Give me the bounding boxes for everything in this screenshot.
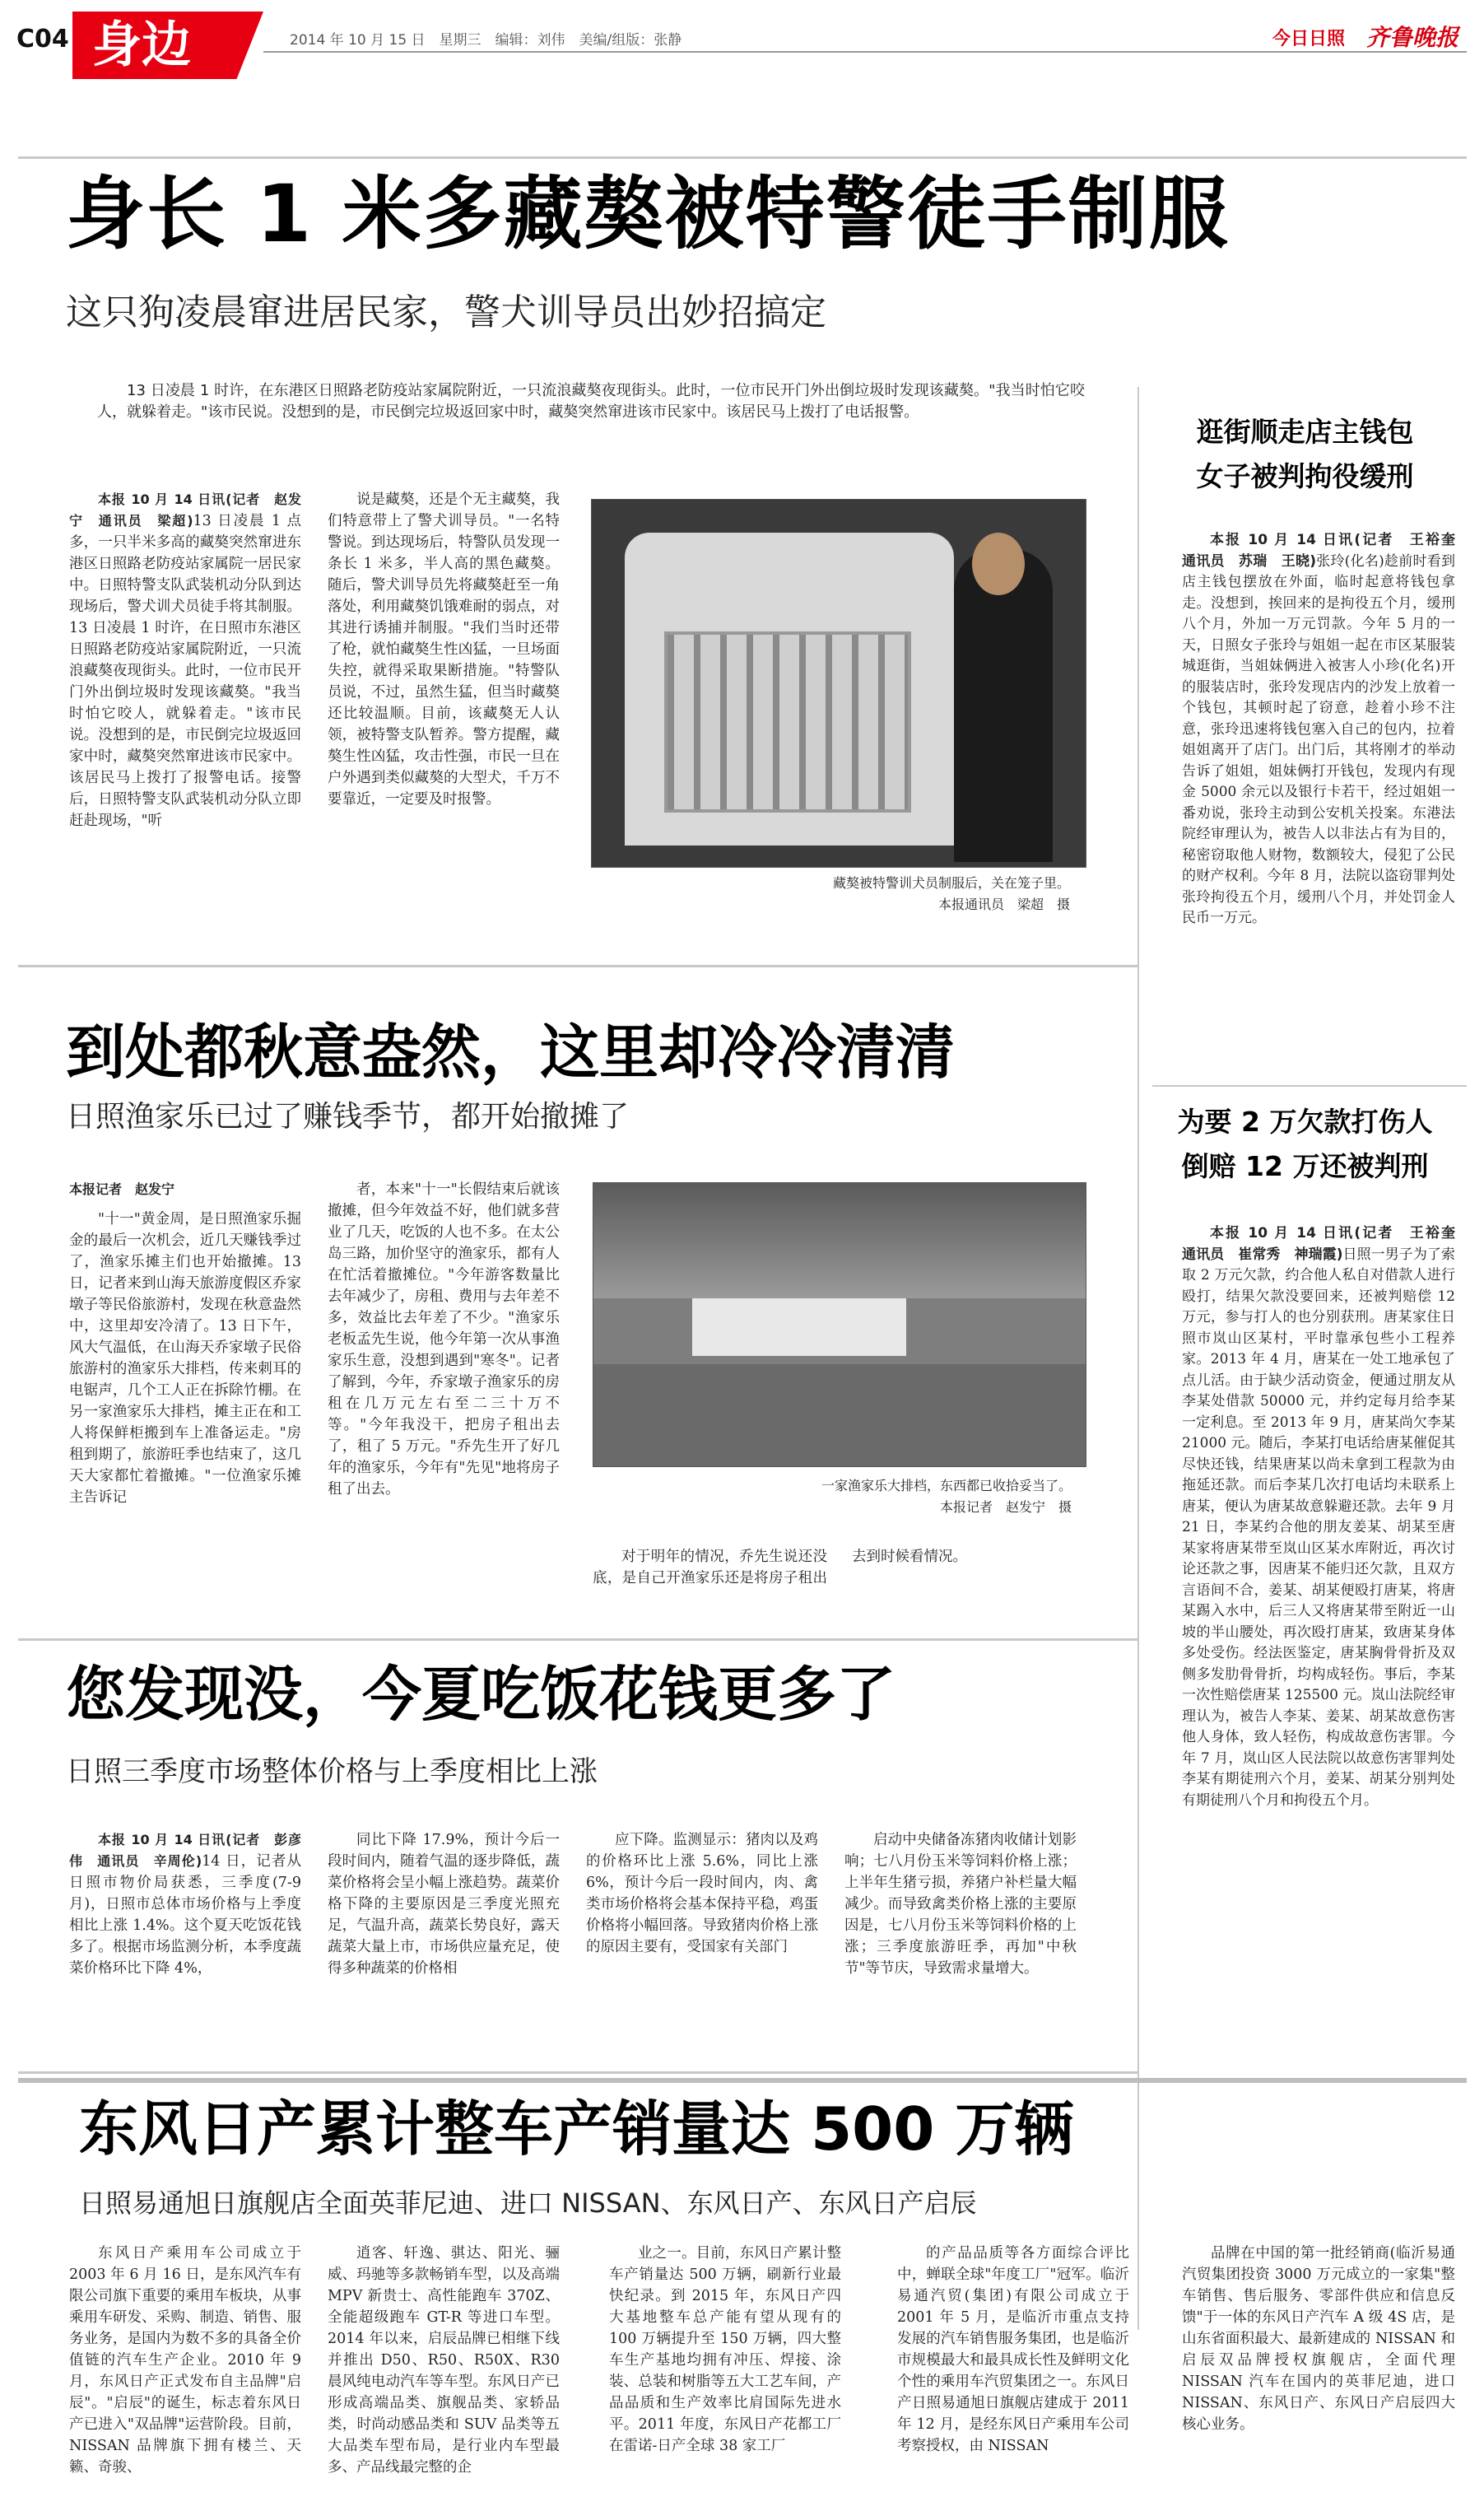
article2-photo-credit: 本报记者 赵发宁 摄 (939, 1499, 1072, 1515)
article2-byline: 本报记者 赵发宁 (69, 1181, 175, 1197)
article1-photo-tibetan-mastiff-cage (591, 499, 1086, 868)
article2-photo-caption (593, 1475, 1072, 1518)
page-number: C04 (16, 25, 69, 54)
article4-column-3 (609, 2243, 841, 2498)
article4-column-1 (69, 2243, 301, 2498)
article2-col3-text: 对于明年的情况，乔先生说还没底，是自己开渔家乐还是将房子租出去到时候看情况。 (593, 1549, 967, 1586)
article2-col1-text: "十一"黄金周，是日照渔家乐掘金的最后一次机会，近几天赚钱季过了，渔家乐摊主们也开始撤摊。13 日，记者来到山海天旅游度假区乔家墩子等民俗旅游村，发现在秋意盎然中，这里却安冷清了。13 日下午，风大气温低，在山海天乔家墩子民俗旅游村的渔家乐大排档，传来刺耳的电锯声，几个工人正在拆除竹棚。在另一家渔家乐大排档，摊主正在和工人将保鲜柜搬到车上准备运走。"房租到期了，旅游旺季也结束了，这几天大家都忙着撤摊。"一位渔家乐摊主告诉记 (69, 1211, 301, 1506)
article4-col2-text: 逍客、轩逸、骐达、阳光、骊威、玛驰等多款畅销车型，以及高端 MPV 新贵士、高性能跑车 370Z、全能超级跑车 GT-R 等进口车型。2014 年以来，启辰品牌已相继下线并推出 D50、R50、R50X、R30 晨风纯电动汽车等车型。东风日产已形成高端品类、旗舰品类、家轿品类，时尚动感品类和 SUV 品类等五大品类车型布局，是行业内车型最多、产品线最完整的企 (328, 2245, 560, 2476)
sidebar1-headline-line1: 逛街顺走店主钱包 (1196, 416, 1414, 448)
article4-col3-text: 业之一。目前，东风日产累计整车产销量达 500 万辆，刷新行业最快纪录。到 2015 年，东风日产四大基地整车总产能有望从现有的 100 万辆提升至 150 万辆，四大整车生产基地均拥有冲压、焊接、涂装、总装和树脂等五大工艺车间，产品品质和生产效率比肩国际先进水平。2011 年度，东风日产花都工厂在雷诺-日产全球 38 家工厂 (609, 2245, 841, 2454)
article3-column-1 (69, 1829, 301, 2061)
article1-caption-text: 藏獒被特警训犬员制服后，关在笼子里。 (832, 875, 1070, 891)
article1-byline: 本报 10 月 14 日讯(记者 赵发宁 通讯员 梁超) (69, 491, 301, 529)
article3-column-3 (586, 1829, 818, 2061)
sidebar2-headline-line1: 为要 2 万欠款打伤人 (1177, 1106, 1433, 1138)
article4-headline: 东风日产累计整车产销量达 500 万辆 (79, 2094, 1074, 2164)
sidebar2-headline-line2: 倒赔 12 万还被判刑 (1181, 1150, 1429, 1182)
sidebar1-headline (1142, 410, 1468, 499)
sidebar1-headline-line2: 女子被判拘役缓刑 (1196, 460, 1414, 492)
article3-headline: 您发现没，今夏吃饭花钱更多了 (66, 1660, 896, 1729)
article1-col1-text: 13 日凌晨 1 点多，一只半米多高的藏獒突然窜进东港区日照路老防疫站家属院一居民家中。日照特警支队武装机动分队到达现场后，警犬训犬员徒手将其制服。13 日凌晨 1 时许，在日照市东港区日照路老防疫站家属院附近，一只流浪藏獒夜现街头。此时，一位市民开门外出倒垃圾时发现该藏獒。"我当时怕它咬人，就躲着走。"该市民说。没想到的是，市民倒完垃圾返回家中时，藏獒突然窜进该市民家中。该居民马上拨打了报警电话。接警后，日照特警支队武装机动分队立即赶赴现场，"听 (69, 513, 301, 829)
article3-col1-text: 14 日，记者从日照市物价局获悉，三季度(7-9 月)，日照市总体市场价格与上季度相比上涨 1.4%。这个夏天吃饭花钱多了。根据市场监测分析，本季度蔬菜价格环比下降 4%， (69, 1853, 301, 1977)
sidebar-left-rule (1137, 387, 1139, 2330)
article2-col2-text: 者，本来"十一"长假结束后就该撤摊，但今年效益不好，他们就多营业了几天，吃饭的人也不多。在太公岛三路，加价坚守的渔家乐，都有人在忙活着撤摊位。"今年游客数量比去年减少了，房租、费用与去年差不多，效益比去年差了不少。"渔家乐老板孟先生说，他今年第一次从事渔家乐生意，没想到遇到"寒冬"。记者了解到，今年，乔家墩子渔家乐的房租在几万元左右至二三十万不等。"今年我没干，把房子租出去了，租了 5 万元。"乔先生开了好几年的渔家乐，今年有"先见"地将房子租了出去。 (328, 1181, 560, 1498)
article2-bottom-rule (18, 1638, 1137, 1641)
sidebar2-byline: 本报 10 月 14 日讯(记者 王裕奎 通讯员 崔常秀 神瑞霞) (1182, 1225, 1469, 1263)
article1-col2-text: 说是藏獒，还是个无主藏獒，我们特意带上了警犬训导员。"一名特警说。到达现场后，特警队员发现一条长 1 米多，半人高的黑色藏獒。随后，警犬训导员先将藏獒赶至一角落处，利用藏獒饥饿难耐的弱点，对其进行诱捕并制服。"我们当时还带了枪，就怕藏獒生性凶猛，一旦场面失控，就得采取果断措施。"特警队员说，不过，虽然生猛，但当时藏獒还比较温顺。目前，该藏獒无人认领，被特警支队暂养。警方提醒，藏獒生性凶猛，攻击性强，市民一旦在户外遇到类似藏獒的大型犬，千万不要靠近，一定要及时报警。 (328, 491, 560, 808)
article1-lead (97, 380, 1085, 466)
sidebar1-byline: 本报 10 月 14 日讯(记者 王裕奎 通讯员 苏瑞 王晓) (1182, 532, 1469, 570)
header-rule (263, 51, 1467, 53)
article1-subheadline: 这只狗凌晨窜进居民家，警犬训导员出妙招搞定 (66, 291, 826, 333)
issue-meta: 2014 年 10 月 15 日 星期三 编辑：刘伟 美编/组版：张静 (290, 32, 682, 49)
article1-bottom-rule (18, 965, 1137, 967)
article3-subheadline: 日照三季度市场整体价格与上季度相比上涨 (66, 1755, 598, 1788)
article3-col2-text: 同比下降 17.9%，预计今后一段时间内，随着气温的逐步降低，蔬菜价格将会呈小幅上涨趋势。蔬菜价格下降的主要原因是三季度光照充足，气温升高，蔬菜长势良好，露天蔬菜大量上市，市场供应量充足，使得多种蔬菜的价格相 (328, 1832, 560, 1977)
brand-qilu-evening-news: 齐鲁晚报 (1366, 24, 1459, 51)
article3-col4-text: 启动中央储备冻猪肉收储计划影响；七八月份玉米等饲料价格上涨；上半年生猪亏损，养猪户补栏量大幅减少。而导致禽类价格上涨的主要原因是，七八月份玉米等饲料价格的上涨；三季度旅游旺季，再加"中秋节"等节庆，导致需求量增大。 (844, 1832, 1077, 1977)
article1-headline: 身长 1 米多藏獒被特警徒手制服 (66, 168, 1230, 260)
article4-subheadline: 日照易通旭日旗舰店全面英菲尼迪、进口 NISSAN、东风日产、东风日产启辰 (79, 2187, 977, 2219)
article4-column-2 (328, 2243, 560, 2498)
article2-column-1 (69, 1179, 301, 1607)
article4-column-4 (897, 2243, 1129, 2498)
article3-column-4 (844, 1829, 1077, 2061)
article2-photo-fishing-village-stall (593, 1182, 1086, 1467)
article1-lead-text: 13 日凌晨 1 时许，在东港区日照路老防疫站家属院附近，一只流浪藏獒夜现街头。此时，一位市民开门外出倒垃圾时发现该藏獒。"我当时怕它咬人，就躲着走。"该市民说。没想到的是，市民倒完垃圾返回家中时，藏獒突然窜进该市民家中。该居民马上拨打了电话报警。 (97, 382, 1085, 421)
article4-col1-text: 东风日产乘用车公司成立于 2003 年 6 月 16 日，是东风汽车有限公司旗下重要的乘用车板块，从事乘用车研发、采购、制造、销售、服务业务，是国内为数不多的具备全价值链的汽车生产企业。2010 年 9 月，东风日产正式发布自主品牌"启辰"。"启辰"的诞生，标志着东风日产已进入"双品牌"运营阶段。目前，NISSAN 品牌旗下拥有楼兰、天籁、奇骏、 (69, 2245, 301, 2476)
sidebar-mid-rule (1152, 1085, 1467, 1087)
article1-photo-credit: 本报通讯员 梁超 摄 (937, 897, 1070, 912)
article3-column-2 (328, 1829, 560, 2061)
article4-column-5 (1182, 2243, 1455, 2498)
article2-subheadline: 日照渔家乐已过了赚钱季节，都开始撤摊了 (66, 1100, 630, 1134)
article1-column-1 (69, 489, 301, 947)
article2-headline: 到处都秋意盎然，这里却冷冷清清 (66, 1018, 956, 1087)
article3-byline: 本报 10 月 14 日讯(记者 彭彦伟 通讯员 辛周伦) (69, 1832, 301, 1869)
brand-today-rizhao: 今日日照 (1272, 29, 1346, 49)
sidebar2-text: 日照一男子为了索取 2 万元欠款，约合他人私自对借款人进行殴打，结果欠款没要回来，还被判赔偿 12 万元，参与打人的也分别获刑。唐某家住日照市岚山区某村，平时靠承包些小工程养家。2013 年 4 月，唐某在一处工地承包了点儿活。由于缺少活动资金，便通过朋友从李某处借款 50000 元，并约定每月给李某一定利息。至 2013 年 9 月，唐某尚欠李某 21000 元。随后，李某打电话给唐某催促其尽快还钱，结果唐某以尚未拿到工程款为由拖延还款。而后李某几次打电话均未联系上唐某，便认为唐某故意躲避还款。去年 9 月 21 日，李某约合他的朋友姜某、胡某至唐某家将唐某带至岚山区某水库附近，再次讨论还款之事，因唐某不能归还欠款，且双方言语间不合，姜某、胡某便殴打唐某，将唐某踢入水中，后三人又将唐某带至附近一山坡的半山腰处，再次殴打唐某，致唐某身体多处受伤。经法医鉴定，唐某胸骨骨折及双侧多发肋骨骨折，均构成轻伤。事后，李某一次性赔偿唐某 125500 元。岚山法院经审理认为，被告人李某、姜某、胡某故意伤害他人身体，致人轻伤，构成故意伤害罪。今年 7 月，岚山区人民法院以故意伤害罪判处李某有期徒刑六个月，姜某、胡某分别判处有期徒刑八个月和拘役五个月。 (1182, 1246, 1455, 1809)
sidebar2-body (1182, 1223, 1469, 2327)
article4-top-rule (18, 2078, 1467, 2083)
article2-column-2 (328, 1179, 560, 1607)
section-name: 身边 (92, 16, 191, 74)
article3-col3-text: 应下降。监测显示：猪肉以及鸡的价格环比上涨 5.6%，同比上涨 6%，预计今后一段时间内，肉、禽类市场价格将会基本保持平稳，鸡蛋价格将小幅回落。导致猪肉价格上涨的原因主要有，受国家有关部门 (586, 1832, 818, 1955)
article2-column-3 (593, 1546, 1086, 1604)
article3-bottom-rule (18, 2071, 1137, 2074)
article1-column-2 (328, 489, 560, 947)
article4-col5-text: 品牌在中国的第一批经销商(临沂易通汽贸集团投资 3000 万元成立的一家集"整车销售、售后服务、零部件供应和信息反馈"于一体的东风日产汽车 A 级 4S 店，是山东省面积最大、最新建成的 NISSAN 和启辰双品牌授权旗舰店，全面代理 NISSAN 汽车在国内的英菲尼迪，进口 NISSAN、东风日产、东风日产启辰四大核心业务。 (1182, 2245, 1455, 2433)
article2-caption-text: 一家渔家乐大排档，东西都已收拾妥当了。 (821, 1478, 1072, 1493)
article1-photo-caption (591, 873, 1070, 915)
article4-col4-text: 的产品品质等各方面综合评比中，蝉联全球"年度工厂"冠军。临沂易通汽贸(集团)有限公司成立于 2001 年 5 月，是临沂市重点支持发展的汽车销售服务集团，也是临沂市规模最大和最具成长性及鲜明文化个性的乘用车汽贸集团之一。东风日产日照易通旭日旗舰店建成于 2011 年 12 月，是经东风日产乘用车公司考察授权，由 NISSAN (897, 2245, 1129, 2454)
sidebar1-text: 张玲(化名)趁前时看到店主钱包摆放在外面，临时起意将钱包拿走。没想到，挨回来的是拘役五个月，缓刑八个月，外加一万元罚款。今年 5 月的一天，日照女子张玲与姐姐一起在市区某服装城逛街，当姐妹俩进入被害人小珍(化名)开的服装店时，张玲发现店内的沙发上放着一个钱包，其顿时起了窃意，趁着小珍不注意，张玲迅速将钱包塞入自己的包内，拉着姐姐离开了店门。出门后，其将刚才的举动告诉了姐姐，姐妹俩打开钱包，发现内有现金 5000 余元以及银行卡若干，经过姐姐一番劝说，张玲主动到公安机关投案。东港法院经审理认为，被告人以非法占有为目的，秘密窃取他人财物，数额较大，侵犯了公民的财产权利。今年 8 月，法院以盗窃罪判处张玲拘役五个月，缓刑八个月，并处罚金人民币一万元。 (1182, 552, 1455, 926)
sidebar1-body (1182, 530, 1469, 1037)
header-rule-2 (18, 156, 1467, 159)
sidebar2-headline (1142, 1100, 1468, 1189)
